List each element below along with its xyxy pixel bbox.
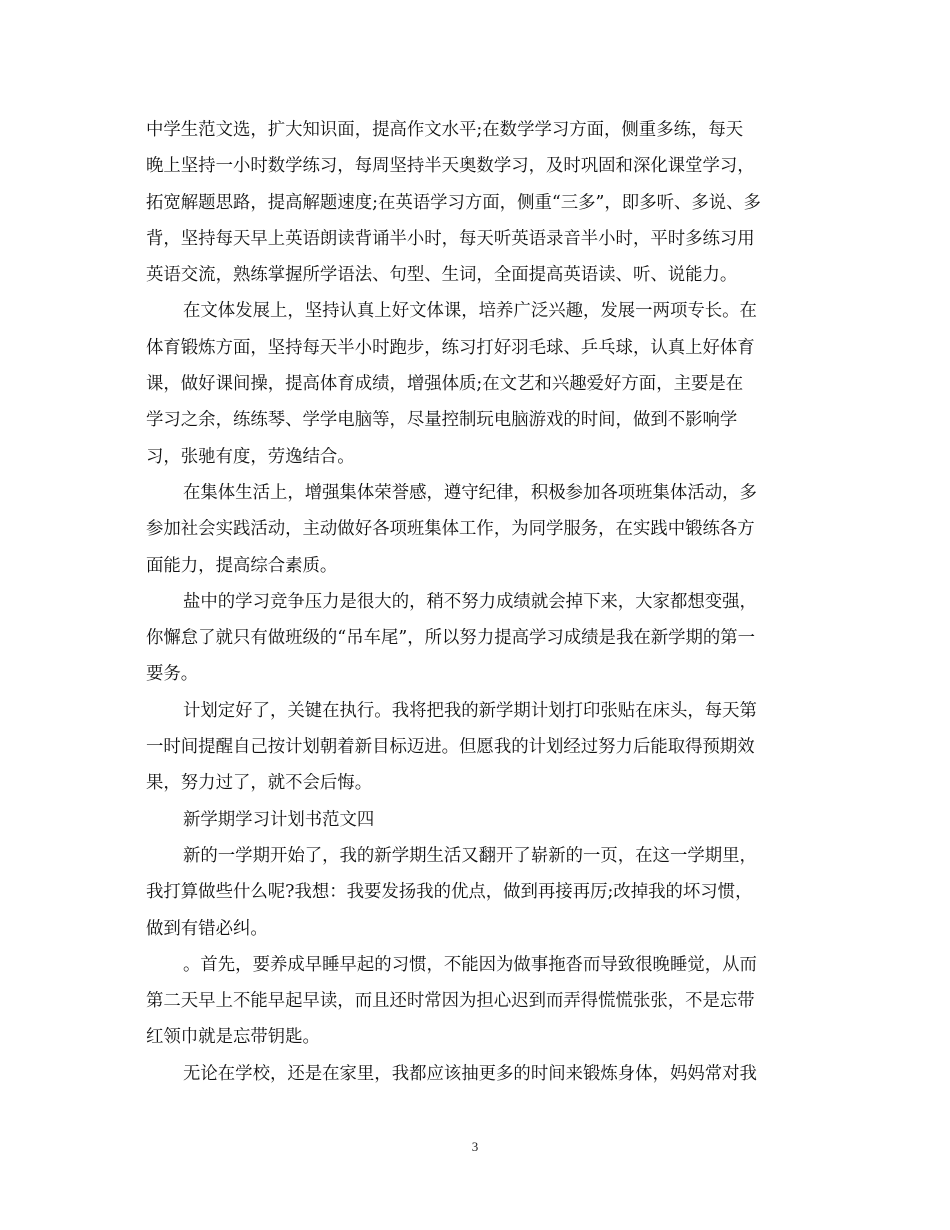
text-line: 新学期学习计划书范文四: [183, 809, 375, 830]
text-line: 做到有错必纠。: [146, 918, 268, 939]
text-line: 在集体生活上，增强集体荣誉感，遵守纪律，积极参加各项班集体活动，多: [183, 482, 757, 503]
text-line: 英语交流，熟练掌握所学语法、句型、生词，全面提高英语读、听、说能力。: [146, 265, 738, 286]
text-line: 我打算做些什么呢?我想：我要发扬我的优点，做到再接再厉;改掉我的坏习惯，: [146, 882, 753, 903]
text-line: 背，坚持每天早上英语朗读背诵半小时，每天听英语录音半小时，平时多练习用: [146, 228, 755, 249]
text-line: 晚上坚持一小时数学练习，每周坚持半天奥数学习，及时巩固和深化课堂学习，: [146, 156, 755, 177]
text-line: 第二天早上不能早起早读，而且还时常因为担心迟到而弄得慌慌张张，不是忘带: [146, 991, 755, 1012]
text-line: 参加社会实践活动，主动做好各项班集体工作，为同学服务，在实践中锻练各方: [146, 519, 755, 540]
text-line: 拓宽解题思路，提高解题速度;在英语学习方面，侧重“三多”，即多听、多说、多: [146, 192, 761, 213]
text-line: 要务。: [146, 664, 199, 685]
text-line: 计划定好了，关键在执行。我将把我的新学期计划打印张贴在床头，每天第: [183, 700, 757, 721]
text-line: 体育锻炼方面，坚持每天半小时跑步，练习打好羽毛球、乒乓球，认真上好体育: [146, 337, 755, 358]
text-line: 面能力，提高综合素质。: [146, 555, 338, 576]
text-line: 果，努力过了，就不会后悔。: [146, 773, 373, 794]
text-line: 中学生范文选，扩大知识面，提高作文水平;在数学学习方面，侧重多练，每天: [146, 120, 744, 140]
text-line: 一时间提醒自己按计划朝着新目标迈进。但愿我的计划经过努力后能取得预期效: [146, 737, 755, 758]
text-line: 盐中的学习竞争压力是很大的，稍不努力成绩就会掉下来，大家都想变强，: [183, 591, 757, 612]
text-line: 红领巾就是忘带钥匙。: [146, 1027, 320, 1048]
text-line: 课，做好课间操，提高体育成绩，增强体质;在文艺和兴趣爱好方面，主要是在: [146, 374, 744, 395]
text-line: 习，张驰有度，劳逸结合。: [146, 446, 355, 467]
text-line: 。首先，要养成早睡早起的习惯，不能因为做事拖沓而导致很晚睡觉，从而: [183, 954, 757, 975]
text-line: 新的一学期开始了，我的新学期生活又翻开了崭新的一页，在这一学期里，: [183, 845, 757, 866]
text-line: 学习之余，练练琴、学学电脑等，尽量控制玩电脑游戏的时间，做到不影响学: [146, 410, 738, 431]
page-number: 3: [471, 1139, 479, 1154]
document-body: [146, 112, 806, 1092]
text-line: 你懈怠了就只有做班级的“吊车尾”，所以努力提高学习成绩是我在新学期的第一: [146, 628, 756, 649]
text-line: 无论在学校，还是在家里，我都应该抽更多的时间来锻炼身体，妈妈常对我: [183, 1063, 757, 1084]
text-line: 在文体发展上，坚持认真上好文体课，培养广泛兴趣，发展一两项专长。在: [183, 301, 757, 322]
